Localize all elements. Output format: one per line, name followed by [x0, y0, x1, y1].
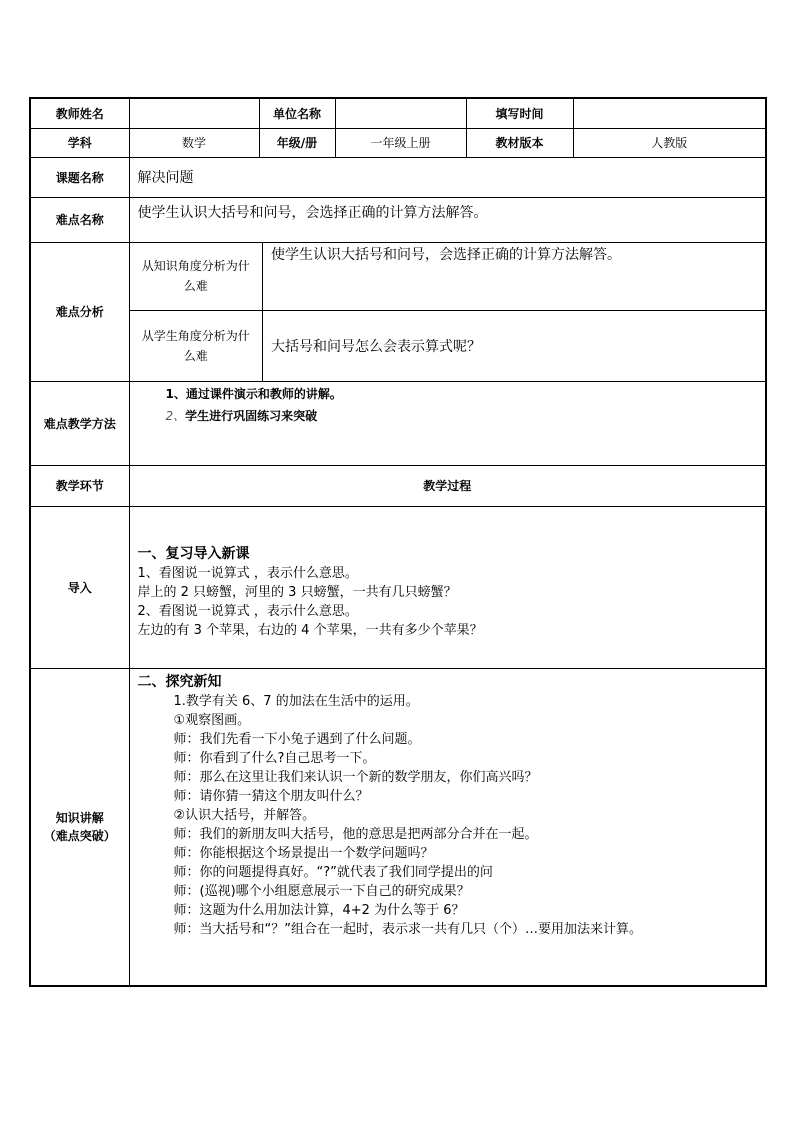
info-row-1	[30, 98, 766, 128]
process-header-row	[30, 465, 766, 506]
lesson-title-row	[30, 157, 766, 197]
knowledge-line: 师：(巡视)哪个小组愿意展示一下自己的研究成果？	[173, 883, 470, 899]
analysis-row	[30, 242, 766, 381]
knowledge-line: 师：当大括号和“？”组合在一起时，表示求一共有几只（个）…要用加法来计算。	[173, 921, 642, 937]
intro-content	[129, 506, 766, 668]
process-label: 教学过程	[129, 465, 766, 506]
unit-value	[335, 98, 466, 128]
student-angle-value: 大括号和问号怎么会表示算式呢？	[271, 338, 481, 355]
knowledge-row	[30, 668, 766, 986]
unit-label: 单位名称	[259, 98, 335, 128]
knowledge-line: 师：你能根据这个场景提出一个数学问题吗？	[173, 845, 434, 861]
intro-line: 左边的有 3 个苹果，右边的 4 个苹果，一共有多少个苹果？	[137, 622, 483, 638]
analysis-subtable	[130, 243, 766, 381]
intro-line: 2、看图说一说算式 ，表示什么意思。	[137, 603, 358, 619]
analysis-label: 难点分析	[30, 242, 129, 381]
intro-line: 1、看图说一说算式 ，表示什么意思。	[137, 565, 358, 581]
knowledge-angle-label: 从知识角度分析为什么难	[130, 243, 263, 311]
methods-label: 难点教学方法	[30, 381, 129, 465]
method-item: 1、 通过课件演示和教师的讲解。	[165, 386, 342, 401]
knowledge-angle-value: 使学生认识大括号和问号，会选择正确的计算方法解答。	[263, 243, 766, 311]
difficulty-row	[30, 197, 766, 242]
knowledge-heading: 二、探究新知	[137, 673, 222, 690]
intro-row	[30, 506, 766, 668]
intro-heading: 一、复习导入新课	[137, 545, 250, 562]
knowledge-line: ①观察图画。	[173, 712, 251, 728]
knowledge-line: 师：这题为什么用加法计算，4+2 为什么等于 6？	[173, 902, 465, 918]
difficulty-label: 难点名称	[30, 197, 129, 242]
grade-value: 一年级上册	[335, 128, 466, 157]
edition-label: 教材版本	[466, 128, 573, 157]
lesson-title-value: 解决问题	[129, 157, 766, 197]
knowledge-line: 师：你的问题提得真好。“?”就代表了我们同学提出的问	[173, 864, 493, 880]
methods-row	[30, 381, 766, 465]
knowledge-line: 师：你看到了什么?自己思考一下。	[173, 750, 376, 766]
subject-value: 数学	[129, 128, 259, 157]
stage-label: 教学环节	[30, 465, 129, 506]
knowledge-sublabel: （难点突破）	[43, 828, 116, 843]
teacher-name-label: 教师姓名	[30, 98, 129, 128]
student-angle-label: 从学生角度分析为什么难	[130, 311, 263, 381]
lesson-plan-table	[29, 97, 767, 987]
method-item: 2、 学生进行巩固练习来突破	[165, 408, 318, 423]
knowledge-line: 1.教学有关 6、7 的加法在生活中的运用。	[173, 693, 419, 709]
fill-time-value	[573, 98, 766, 128]
knowledge-line: 师：我们的新朋友叫大括号，他的意思是把两部分合并在一起。	[173, 826, 538, 842]
grade-label: 年级/册	[259, 128, 335, 157]
difficulty-value: 使学生认识大括号和问号，会选择正确的计算方法解答。	[129, 197, 766, 242]
edition-value: 人教版	[573, 128, 766, 157]
knowledge-label: 知识讲解	[55, 810, 104, 825]
intro-line: 岸上的 2 只螃蟹，河里的 3 只螃蟹，一共有几只螃蟹？	[137, 584, 457, 600]
subject-label: 学科	[30, 128, 129, 157]
teacher-name-value	[129, 98, 259, 128]
intro-label: 导入	[30, 506, 129, 668]
knowledge-line: 师：请你猜一猜这个朋友叫什么？	[173, 788, 369, 804]
methods-list	[129, 381, 766, 465]
knowledge-line: 师：我们先看一下小兔子遇到了什么问题。	[173, 731, 421, 747]
knowledge-line: ②认识大括号，并解答。	[173, 807, 316, 823]
lesson-plan-sheet	[29, 97, 765, 987]
fill-time-label: 填写时间	[466, 98, 573, 128]
lesson-title-label: 课题名称	[30, 157, 129, 197]
info-row-2	[30, 128, 766, 157]
knowledge-line: 师：那么在这里让我们来认识一个新的数学朋友，你们高兴吗？	[173, 769, 538, 785]
knowledge-content	[129, 668, 766, 986]
